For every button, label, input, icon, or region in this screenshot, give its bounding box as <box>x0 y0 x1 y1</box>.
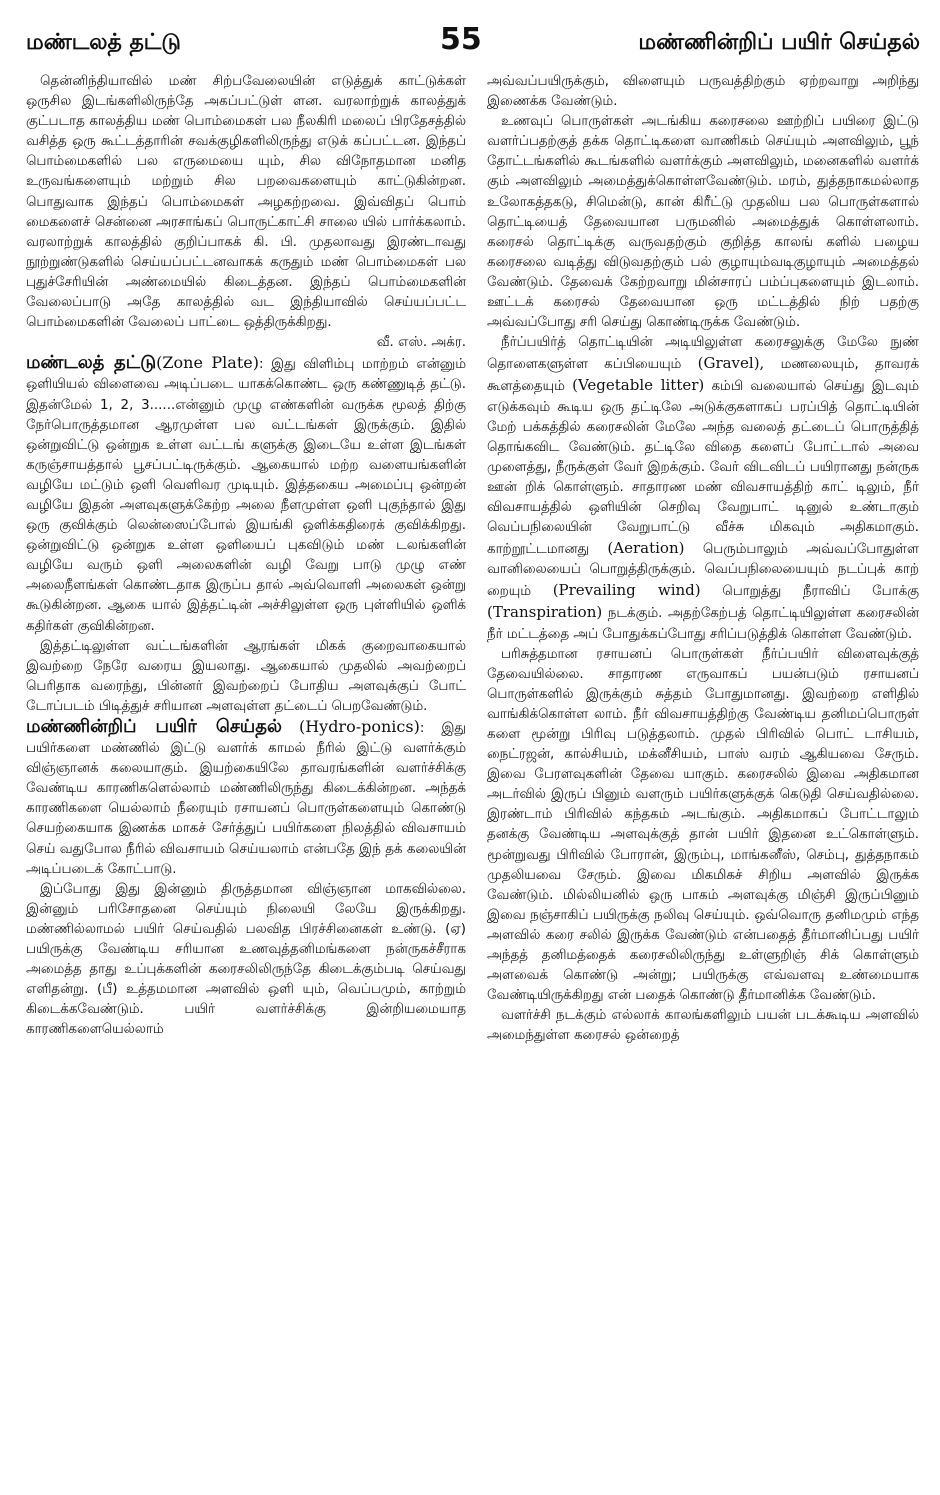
paragraph-text: பரிசுத்தமான ரசாயனப் பொருள்கள் நீர்ப்பயிர் விளைவுக்குத் தேவையில்லை. சாதாரண எருவாகப் பயன்படும் ரசாயனப் பொருள்களில் இருக்கும் சுத்தம் போதுமானது. இவற்றை எளிதில் வாங்கிக்கொள்ள லாம். நீர் விவசாயத்திற்கு வேண்டிய தனிமப்பொருள் களை மூன்று பிரிவு படுத்தலாம். முதல் பிரிவில் பொட் டாசியம், நைட்ரஜன், கால்சியம், மக்னீசியம், பாஸ் வரம் ஆகியவை சேரும். இவை பேரளவுகளின் தேவை யாகும். கரைசலில் இவை அதிகமான அடர்வில் இருப் பினும் வளரும் பயிர்களுக்குக் கெடுதி செய்வதில்லை. இரண்டாம் பிரிவில் கந்தகம் அடங்கும். அதிகமாகப் போட்டாலும் தனக்கு வேண்டிய அளவுக்குத் தான் பயிர் இதனை உட்கொள்ளும். மூன்றுவது பிரிவில் போரான், இரும்பு, மாங்கனீஸ், செம்பு, துத்தநாகம் முதலியவை சேரும். இவை மிகமிகச் சிறிய அளவில் இருக்க வேண்டும். மில்லியனில் ஒரு பாகம் அளவுக்கு மிஞ்சி இருப்பினும் இவை நஞ்சாகிப் பயிருக்கு நலிவு செய்யும். ஒவ்வொரு தனிமமும் எந்த அளவில் கரை சலில் இருக்க வேண்டும் என்பதைத் தீர்மானிப்பது பயிர் அந்தத் தனிமத்தைக் கரைசலிலிருந்து உள்ளுறிஞ் சிக் கொள்ளும் அளவைக் கொண்டு அன்று; பயிருக்கு எவ்வளவு உண்மையாக வேண்டியிருக்கிறது என் பதைக் கொண்டு தீர்மானிக்க வேண்டும். <box>487 646 919 1004</box>
paragraph-text: மணலையும், தாவரக் கூளத்தையும் <box>487 357 919 395</box>
signature-text: வீ. எஸ். அக்ர. <box>376 335 466 351</box>
latin-term: (Aeration) <box>607 539 685 558</box>
paragraph-text: வளர்ச்சி நடக்கும் எல்லாக் காலங்களிலும் பயன் படக்கூடிய அளவில் அமைந்துள்ள கரைசல் ஒன்றைத் <box>487 1008 919 1044</box>
latin-term: (Prevailing wind) <box>552 581 701 600</box>
paragraph-tray-setup <box>487 333 919 644</box>
paragraph-terracotta-intro <box>26 72 466 333</box>
entry-zone-plate <box>26 353 466 636</box>
paragraph-hydroponics-2 <box>26 880 466 1041</box>
entry-title-hydroponics: மண்ணின்றிப் பயிர் செய்தல் <box>26 716 282 737</box>
paragraph-continued <box>487 72 919 112</box>
paragraph-text: பெரும்பாலும் அவ்வப்போதுள்ள வானிலையைப் பொறுத்திருக்கும். வெப்பநிலையையும் நடப்புக் காற் றையும் <box>487 542 919 600</box>
latin-term: (Transpiration) <box>487 603 603 622</box>
paragraph-tanks <box>487 112 919 333</box>
header-left-title: மண்டலத் தட்டு <box>26 30 181 55</box>
latin-term: (Gravel), <box>697 354 765 373</box>
running-header <box>0 22 940 62</box>
entry-title-zone-plate: மண்டலத் தட்டு <box>26 352 157 374</box>
right-column <box>487 72 919 1482</box>
left-column <box>26 72 466 1482</box>
paragraph-text: இத்தட்டிலுள்ள வட்டங்களின் ஆரங்கள் மிகக் குறைவாகையால் இவற்றை நேரே வரைய இயலாது. ஆகையால் முதலில் அவற்றைப் பெரிதாக வரைந்து, பின்னர் இவற்றைப் போதிய அளவுக்குப் போட் டோப்படம் பிடித்துச் சரியான அளவுள்ள தட்டைப் பெறவேண்டும். <box>26 638 466 714</box>
paragraph-text: : இது பயிர்களை மண்ணில் இட்டு வளர்க் காமல் நீரில் இட்டு வளர்க்கும் விஞ்ஞானக் கலையாகும். இயற்கையிலே தாவரங்களின் வளர்ச்சிக்கு வேண்டிய காரணிகளெல்லாம் மண்ணிலிருந்து கிடைக்கின்றன. அந்தக் காரணிகளை யெல்லாம் நீரையும் ரசாயனப் பொருள்களையும் கொண்டு செயற்கையாக இணக்க மாகச் சேர்த்துப் பயிர்களை நிலத்தில் விவசாயம் செய் வதுபோல நீரில் விவசாயம் செய்யலாம் என்பதே இந் தக் கலையின் அடிப்படைக் கோட்பாடு. <box>26 721 466 877</box>
paragraph-solution <box>487 1006 919 1046</box>
paragraph-text: நீர்ப்பயிர்த் தொட்டியின் அடியிலுள்ள கரைசலுக்கு மேலே நுண் தொளைகளுள்ள கப்பியையும் <box>487 335 919 373</box>
entry-latin-zone-plate: (Zone Plate) <box>156 353 259 373</box>
page-number: 55 <box>440 22 482 57</box>
entry-latin-hydroponics: (Hydro-ponics) <box>298 717 420 736</box>
paragraph-text: : இது விளிம்பு மாற்றம் என்னும் ஒளியியல் விளைவை அடிப்படை யாகக்கொண்ட ஒரு கண்ணுடித் தட்டு. இதன்மேல் 1, 2, 3......என்னும் முழு எண்களின் வருக்க மூலத் திற்கு நேர்பொருத்தமான ஆரமுள்ள பல வட்டங்கள் இருக்கும். இதில் ஒன்றுவிட்டு ஒன்றுக உள்ள வட்டங் களுக்கு இடையே உள்ள இடங்கள் கருஞ்சாயத்தால் பூசப்பட்டிருக்கும். ஆகையால் மற்ற வளையங்களின் வழியே மட்டும் ஒளி வெளிவர முடியும். இத்தகைய அமைப்பு ஒன்றன் வழியே இதன் அளவுகளுக்கேற்ற அலை நீளமுள்ள ஒளி புகுந்தால் இது ஒரு குவிக்கும் லென்ஸைப்போல் இயங்கி ஒளிக்கதிரைக் குவிக்கிறது. ஒன்றுவிட்டு ஒன்றுக உள்ள ஒளியைப் புகவிடும் மண் டலங்களின் வழியே வரும் ஒளி அலைகளின் வழி வேறு பாடு முழு எண் அலைநீளங்கள் கொண்டதாக இருப்ப தால் அவ்வொளி அலைகள் ஒன்று கூடுகின்றன. ஆகை யால் இத்தட்டின் அச்சிலுள்ள ஒரு புள்ளியில் ஒளிக் கதிர்கள் குவிகின்றன. <box>26 357 466 634</box>
latin-term: (Vegetable litter) <box>572 376 705 395</box>
entry-hydroponics <box>26 717 466 880</box>
paragraph-text: இப்போது இது இன்னும் திருத்தமான விஞ்ஞான மாகவில்லை. இன்னும் பரிசோதனை செய்யும் நிலையி லேயே இருக்கிறது. மண்ணில்லாமல் பயிர் செய்வதில் பலவித பிரச்சினைகள் உண்டு. (ஏ) பயிருக்கு வேண்டிய சரியான உணவுத்தனிமங்களை நன்ருகச்சீராக அமைத்த தாது உப்புக்களின் கரைசலிலிருந்தே கிடைக்கும்படி செய்வது எளிதன்று. (பீ) உத்தமமான அளவில் ஒளி யும், வெப்பமும், காற்றும் கிடைக்கவேண்டும். பயிர் வளர்ச்சிக்கு இன்றியமையாத காரணிகளையெல்லாம் <box>26 881 466 1038</box>
paragraph-chemicals <box>487 645 919 1007</box>
paragraph-text: பொறுத்து நீராவிப் போக்கு <box>722 584 919 600</box>
paragraph-text: அவ்வப்பயிருக்கும், விளையும் பருவத்திற்கும் ஏற்றவாறு அறிந்து இணைக்க வேண்டும். <box>487 74 919 110</box>
paragraph-text: கம்பி வலையால் செய்து இடவும் எடுக்கவும் கூடிய ஒரு தட்டிலே அடுக்குகளாகப் பரப்பித் தொட்டியின் மேற் பக்கத்தில் கரைசலின் மேலே அந்த வலைத் தட்டைப் பொருத்தித் தொங்கவிட வேண்டும். தட்டிலே விதை களைப் போட்டால் அவை முளைத்து, நீருக்குள் வேர் இறக்கும். வேர் விடவிடப் பயிரானது நன்ருக ஊன் றிக் கொள்ளும். சாதாரண மண் விவசாயத்திற் காட் டிலும், நீர் விவசாயத்தில் ஒளியின் செறிவு வேறுபாட் டினுல் உண்டாகும் வெப்பநிலையின் வேறுபாட்டு வீச்சு மிகவும் அதிகமாகும். காற்றூட்டமானது <box>487 379 919 558</box>
header-right-title: மண்ணின்றிப் பயிர் செய்தல் <box>638 30 920 55</box>
paragraph-zone-plate-2 <box>26 637 466 717</box>
paragraph-text: நடக்கும். அதற்கேற்பத் தொட்டியிலுள்ள கரைசலின் நீர் மட்டத்தை அப் போதுக்கப்போது சரிப்படுத்திக் கொள்ள வேண்டும். <box>487 606 919 642</box>
paragraph-text: தென்னிந்தியாவில் மண் சிற்பவேலையின் எடுத்துக் காட்டுக்கள் ஒருசில இடங்களிலிருந்தே அகப்பட்டுள் ளன. வரலாற்றுக் காலத்துக் குட்படாத காலத்திய மண் பொம்மைகள் பல நீலகிரி மலைப் பிரதேசத்தில் வசித்த ஒரு கூட்டத்தாரின் சவக்குழிகளிலிருந்து எடுக் கப்பட்டன. இந்தப் பொம்மைகளில் பல எருமையை யும், சில விநோதமான மனித உருவங்களையும் மற்றும் சில பறவைகளையும் காட்டுகின்றன. பொதுவாக இந்தப் பொம்மைகள் அழகற்றவை. இவ்விதப் பொம் மைகளைச் சென்னை அரசாங்கப் பொருட்காட்சி சாலை யில் பார்க்கலாம். வரலாற்றுக் காலத்தில் குறிப்பாகக் கி. பி. முதலாவது இரண்டாவது நூற்றுண்டுகளில் செய்யப்பட்டனவாகக் கருதும் மண் பொம்மைகள் பல புதுச்சேரியின் அண்மையில் கிடைத்தன. இந்தப் பொம்மைகளின் வேலைப்பாடு அதே காலத்தில் வட இந்தியாவில் செய்யப்பட்ட பொம்மைகளின் வேலைப் பாட்டை ஒத்திருக்கிறது. <box>26 74 466 331</box>
paragraph-text: உணவுப் பொருள்கள் அடங்கிய கரைசலை ஊற்றிப் பயிரை இட்டு வளர்ப்பதற்குத் தக்க தொட்டிகளை வாணிகம் செய்யும் அளவிலும், பூந் தோட்டங்களில் கூடங்களில் வளர்க்கும் அளவிலும், மனைகளில் வளர்க் கும் அளவிலும் அமைத்துக்கொள்ளவேண்டும். மரம், துத்தநாகமல்லாத உலோகத்தகடு, சிமென்டு, கான் கிரீட்டு முதலிய பல பொருள்களால் தொட்டியைத் தேவையான பருமனில் அமைத்துக் கொள்ளலாம். கரைசல் தொட்டிக்கு வருவதற்கும் குறித்த காலங் களில் பழைய கரைசலை வடித்து விடுவதற்கும் பல் குழாயும்வடிகுழாயும் அமைத்தல் வேண்டும். தேவைக் கேற்றவாறு மின்சாரப் பம்ப்புகளையும் இடலாம். ஊட்டக் கரைசல் தேவையான ஒரு மட்டத்தில் நிற் பதற்கு அவ்வப்போது சரி செய்து கொண்டிருக்க வேண்டும். <box>487 114 919 331</box>
author-signature <box>26 333 466 353</box>
